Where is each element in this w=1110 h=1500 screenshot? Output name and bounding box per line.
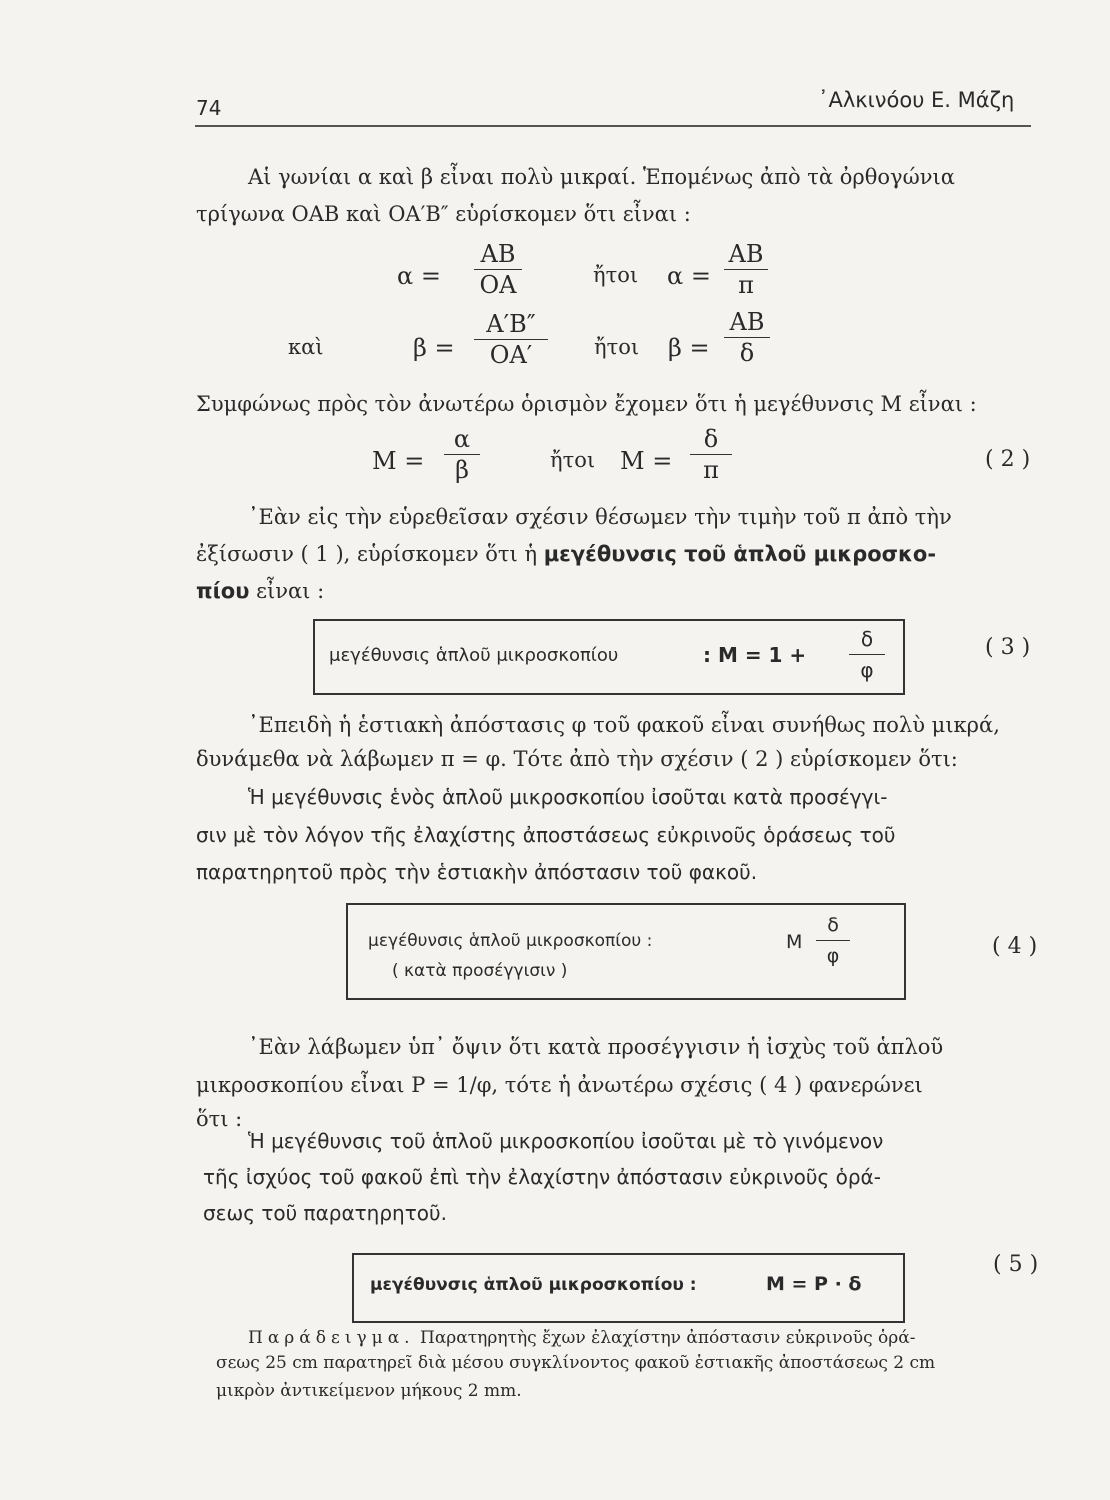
eq-alpha-itoi: ἤτοι: [593, 263, 639, 287]
para5-line3: παρατηρητοῦ πρὸς τὴν ἑστιακὴν ἀπόστασιν τοῦ φακοῦ.: [196, 860, 758, 884]
eq-alpha-lhs2: α =: [667, 262, 711, 290]
fraction-numerator: δ: [860, 627, 874, 651]
fraction-bar: [849, 654, 885, 655]
fraction-bar: [474, 269, 522, 270]
fraction-bar: [474, 339, 548, 340]
eq2-lhs2: Μ =: [620, 447, 673, 475]
page-number: 74: [196, 96, 222, 120]
fraction-numerator: ΑΒ: [729, 308, 765, 336]
formula-box-3: [313, 619, 905, 695]
fraction-denominator: π: [703, 456, 719, 484]
eq-beta-itoi: ἤτοι: [594, 335, 640, 359]
box3-label: μεγέθυνσις ἁπλοῦ μικροσκοπίου: [329, 645, 619, 666]
fraction-bar: [724, 269, 768, 270]
example-label: Παράδειγμα.: [248, 1328, 415, 1348]
fraction-bar: [444, 454, 480, 455]
fraction-numerator: δ: [827, 914, 839, 936]
example-line1: [248, 1325, 915, 1351]
para1-line2: τρίγωνα ΟΑΒ καὶ ΟΑ′Β″ εὑρίσκομεν ὅτι εἶναι :: [196, 202, 691, 226]
eq-beta-lhs2: β =: [668, 334, 710, 362]
eq-beta-kai: καὶ: [288, 335, 324, 359]
para6-line2: μικροσκοπίου εἶναι Ρ = 1/φ, τότε ἡ ἀνωτέρω σχέσις ( 4 ) φανερώνει: [196, 1073, 923, 1097]
fraction-denominator: φ: [860, 658, 874, 682]
eq-alpha-lhs: α =: [397, 262, 441, 290]
formula-box-4: [346, 903, 906, 1000]
fraction-numerator: ΑΒ: [728, 240, 764, 268]
fraction-bar: [816, 940, 850, 941]
fraction-denominator: π: [738, 271, 754, 299]
eq-beta-fraction-1: [474, 310, 548, 369]
fraction-denominator: ΟΑ: [479, 271, 517, 299]
para7-line3: σεως τοῦ παρατηρητοῦ.: [203, 1201, 447, 1225]
example-line2: σεως 25 cm παρατηρεῖ διὰ μέσου συγκλίνοντος φακοῦ ἑστιακῆς ἀποστάσεως 2 cm: [216, 1353, 936, 1373]
box4-formula: Μ: [786, 931, 803, 953]
para3-line2-text: ἐξίσωσιν ( 1 ), εὑρίσκομεν ὅτι ἡ: [196, 542, 538, 566]
eq-beta-lhs: β =: [413, 334, 455, 362]
para4-line2: δυνάμεθα νὰ λάβωμεν π = φ. Τότε ἀπὸ τὴν σχέσιν ( 2 ) εὑρίσκομεν ὅτι:: [196, 747, 958, 771]
formula-box-5: [352, 1253, 905, 1323]
fraction-numerator: α: [453, 425, 471, 453]
example-line3: μικρὸν ἀντικείμενον μήκους 2 mm.: [216, 1381, 522, 1401]
para6-line3: ὅτι :: [196, 1107, 243, 1131]
para4-line1: ᾿Επειδὴ ἡ ἑστιακὴ ἀπόστασις φ τοῦ φακοῦ εἶναι συνήθως πολὺ μικρά,: [248, 713, 1000, 737]
eq3-number: ( 3 ): [985, 635, 1031, 660]
fraction-bar: [724, 337, 770, 338]
para5-line1: Ἡ μεγέθυνσις ἑνὸς ἁπλοῦ μικροσκοπίου ἰσοῦται κατὰ προσέγγι-: [248, 785, 888, 809]
box4-label: μεγέθυνσις ἁπλοῦ μικροσκοπίου :: [368, 931, 653, 951]
eq5-number: ( 5 ): [993, 1252, 1039, 1277]
eq2-lhs: Μ =: [372, 447, 425, 475]
para5-line2: σιν μὲ τὸν λόγον τῆς ἐλαχίστης ἀποστάσεως εὐκρινοῦς ὁράσεως τοῦ: [196, 823, 896, 847]
box5-formula: Μ = Ρ · δ: [766, 1273, 862, 1295]
fraction-denominator: δ: [739, 339, 755, 367]
fraction-numerator: δ: [703, 425, 719, 453]
para3-line2: [196, 537, 936, 571]
fraction-denominator: ΟΑ′: [489, 341, 533, 369]
para2-line1: Συμφώνως πρὸς τὸν ἀνωτέρω ὁρισμὸν ἔχομεν ὅτι ἡ μεγέθυνσις Μ εἶναι :: [196, 392, 977, 416]
fraction-numerator: ΑΒ: [480, 240, 516, 268]
box4-sublabel: ( κατὰ προσέγγισιν ): [392, 961, 568, 981]
para7-line2: τῆς ἰσχύος τοῦ φακοῦ ἐπὶ τὴν ἐλαχίστην ἀπόστασιν εὐκρινοῦς ὁρά-: [203, 1165, 881, 1189]
eq-alpha-fraction-2: [724, 240, 768, 299]
eq-beta-fraction-2: [724, 308, 770, 367]
para3-line3-text: εἶναι :: [256, 579, 325, 603]
eq2-fraction-1: [444, 425, 480, 484]
example-text: Παρατηρητὴς ἔχων ἐλαχίστην ἀπόστασιν εὐκρινοῦς ὁρά-: [420, 1328, 916, 1348]
running-header-author: ᾿Αλκινόου Ε. Μάζη: [818, 88, 1015, 112]
eq4-number: ( 4 ): [992, 934, 1038, 959]
fraction-bar: [690, 454, 732, 455]
fraction-denominator: φ: [826, 945, 840, 967]
para7-line1: Ἡ μεγέθυνσις τοῦ ἁπλοῦ μικροσκοπίου ἰσοῦται μὲ τὸ γινόμενον: [248, 1129, 884, 1153]
fraction-denominator: β: [455, 456, 469, 484]
para3-line1: ᾿Εὰν εἰς τὴν εὑρεθεῖσαν σχέσιν θέσωμεν τὴν τιμὴν τοῦ π ἀπὸ τὴν: [248, 505, 952, 529]
para1-line1: Αἱ γωνίαι α καὶ β εἶναι πολὺ μικραί. Ἑπομένως ἀπὸ τὰ ὀρθογώνια: [248, 165, 955, 189]
box3-fraction: [849, 625, 885, 684]
para3-emphasis: μεγέθυνσις τοῦ ἁπλοῦ μικροσκο-: [543, 542, 937, 566]
eq-alpha-fraction-1: [474, 240, 522, 299]
box4-fraction: [816, 911, 850, 970]
eq2-fraction-2: [690, 425, 732, 484]
eq2-itoi: ἤτοι: [550, 448, 596, 472]
eq2-number: ( 2 ): [985, 447, 1031, 472]
box3-formula: : Μ = 1 +: [703, 643, 807, 667]
header-rule: [195, 125, 1031, 127]
fraction-numerator: Α′Β″: [486, 310, 536, 338]
para3-line3: [196, 574, 324, 608]
para6-line1: ᾿Εὰν λάβωμεν ὑπ᾿ ὄψιν ὅτι κατὰ προσέγγισιν ἡ ἰσχὺς τοῦ ἁπλοῦ: [248, 1035, 944, 1059]
box5-label: μεγέθυνσις ἁπλοῦ μικροσκοπίου :: [370, 1275, 697, 1295]
para3-emphasis-cont: πίου: [196, 579, 250, 603]
